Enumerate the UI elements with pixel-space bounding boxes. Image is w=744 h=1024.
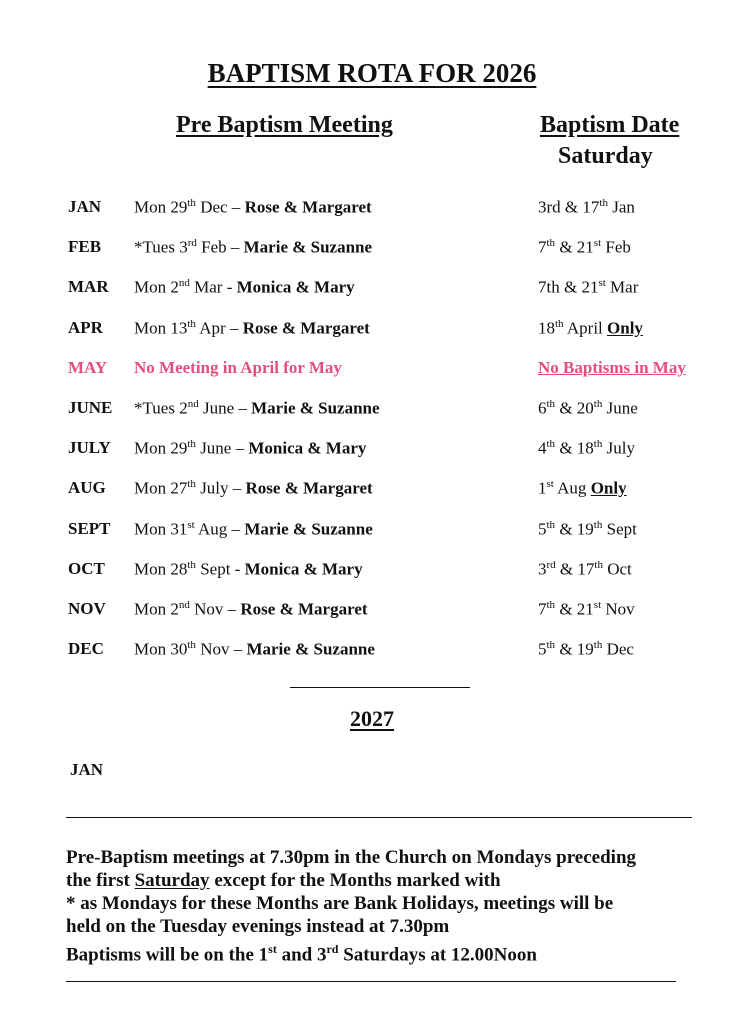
- baptism-date: [538, 197, 635, 218]
- date-ordinal: th: [593, 398, 603, 410]
- rota-row: [0, 478, 744, 504]
- date-part: & 21: [555, 237, 594, 257]
- meeting-day: Mon 27: [134, 478, 188, 498]
- meeting-details: [134, 559, 363, 580]
- meeting-details: [134, 277, 355, 298]
- month-label: NOV: [68, 599, 106, 618]
- team-names: Rose & Margaret: [245, 478, 373, 498]
- baptism-date: [538, 318, 643, 339]
- meeting-details: [134, 197, 372, 218]
- date-ordinal: th: [555, 318, 564, 330]
- meeting-ordinal: th: [187, 639, 196, 651]
- date-part: Sept: [602, 519, 637, 539]
- date-part: Dec: [602, 639, 634, 659]
- date-part: & 21: [555, 599, 594, 619]
- month-label: SEPT: [68, 519, 111, 538]
- pre-baptism-meeting-header: Pre Baptism Meeting: [176, 112, 393, 138]
- date-part: 6: [538, 398, 547, 418]
- date-part: & 18: [555, 438, 594, 458]
- only-label: Only: [607, 318, 643, 338]
- date-part: Feb: [601, 237, 631, 257]
- date-part: & 17: [555, 559, 595, 579]
- rota-row: [0, 237, 744, 263]
- next-year-heading: 2027: [350, 706, 394, 731]
- baptism-date-header: Baptism Date: [540, 112, 680, 138]
- rota-row: [0, 197, 744, 223]
- meeting-ordinal: th: [187, 559, 196, 571]
- date-part: 7: [538, 237, 547, 257]
- baptism-date: [538, 478, 627, 499]
- date-ordinal: th: [546, 438, 556, 450]
- meeting-month: June –: [198, 398, 252, 418]
- rota-row: [0, 318, 744, 344]
- date-part: 4: [538, 438, 547, 458]
- date-ordinal: th: [546, 237, 556, 249]
- meeting-day: Mon 13: [134, 318, 188, 338]
- meeting-ordinal: st: [187, 519, 195, 531]
- date-ordinal: th: [546, 599, 556, 611]
- meeting-day: Mon 2: [134, 277, 179, 297]
- rota-row: [0, 559, 744, 585]
- team-names: Marie & Suzanne: [244, 519, 373, 539]
- date-ordinal: th: [593, 519, 603, 531]
- rota-row: [0, 358, 744, 384]
- rota-row: [0, 599, 744, 625]
- date-part: July: [602, 438, 635, 458]
- month-label: MAY: [68, 358, 108, 377]
- date-part: Mar: [605, 277, 639, 297]
- date-part: 1: [538, 478, 547, 498]
- meeting-details: [134, 599, 368, 620]
- meeting-details: [134, 478, 373, 499]
- month-label: JULY: [68, 438, 111, 457]
- notes-line: Pre-Baptism meetings at 7.30pm in the Church on Mondays preceding: [66, 847, 637, 868]
- meeting-details: [134, 519, 373, 540]
- date-ordinal: st: [593, 599, 602, 611]
- date-part: 18: [538, 318, 555, 338]
- team-names: Monica & Mary: [248, 438, 367, 458]
- baptism-date: [538, 599, 635, 620]
- rota-row: [0, 519, 744, 545]
- month-label: OCT: [68, 559, 105, 578]
- month-label: JUNE: [68, 398, 113, 417]
- baptism-date: [538, 237, 631, 258]
- team-names: Rose & Margaret: [244, 197, 372, 217]
- month-label: APR: [68, 318, 103, 337]
- team-names: Marie & Suzanne: [243, 237, 373, 257]
- date-ordinal: th: [599, 197, 608, 209]
- date-ordinal: st: [598, 277, 606, 289]
- meeting-month: Nov –: [189, 599, 241, 619]
- baptism-date: [538, 519, 637, 540]
- meeting-day: *Tues 2: [134, 398, 188, 418]
- rota-row: [0, 438, 744, 464]
- month-label: DEC: [68, 639, 104, 658]
- date-part: 3rd & 17: [538, 197, 600, 217]
- month-label: FEB: [68, 237, 102, 256]
- date-part: 7th & 21: [538, 277, 599, 297]
- baptism-date: [538, 277, 638, 298]
- meeting-month: Dec –: [195, 197, 245, 217]
- meeting-month: Apr –: [195, 318, 243, 338]
- meeting-month: Nov –: [195, 639, 247, 659]
- date-ordinal: rd: [546, 559, 556, 571]
- meeting-month: July –: [195, 478, 246, 498]
- date-part: & 19: [555, 639, 594, 659]
- date-part: 5: [538, 519, 547, 539]
- next-year-month-label: JAN: [70, 760, 104, 779]
- rota-row: [0, 398, 744, 424]
- meeting-month: Mar -: [189, 277, 237, 297]
- rota-row: [0, 277, 744, 303]
- meeting-ordinal: nd: [178, 277, 190, 289]
- meeting-details: [134, 237, 372, 258]
- meeting-month: Feb –: [196, 237, 244, 257]
- date-ordinal: th: [594, 559, 603, 571]
- meeting-details: [134, 438, 366, 459]
- section-divider: [290, 687, 470, 688]
- meeting-day: Mon 2: [134, 599, 179, 619]
- date-ordinal: st: [546, 478, 554, 490]
- notes-bottom-rule: [66, 981, 676, 982]
- date-ordinal: th: [593, 438, 603, 450]
- date-part: Jan: [607, 197, 635, 217]
- date-ordinal: th: [546, 639, 556, 651]
- date-part: Nov: [601, 599, 635, 619]
- meeting-day: Mon 30: [134, 639, 188, 659]
- meeting-details: [134, 318, 370, 339]
- month-label: MAR: [68, 277, 109, 296]
- meeting-day: Mon 28: [134, 559, 188, 579]
- month-label: AUG: [68, 478, 106, 497]
- date-part: April: [563, 318, 608, 338]
- team-names: Rose & Margaret: [242, 318, 370, 338]
- team-names: Rose & Margaret: [240, 599, 368, 619]
- notes-line: Baptisms will be on the 1st and 3rd Saturdays at 12.00Noon: [66, 942, 537, 966]
- page-title: BAPTISM ROTA FOR 2026: [207, 58, 537, 88]
- team-names: Monica & Mary: [236, 277, 355, 297]
- notes-line: held on the Tuesday evenings instead at 7.30pm: [66, 916, 450, 937]
- meeting-day: Mon 29: [134, 197, 188, 217]
- date-part: 3: [538, 559, 547, 579]
- meeting-ordinal: th: [187, 438, 196, 450]
- date-part: Oct: [602, 559, 632, 579]
- date-part: June: [602, 398, 638, 418]
- saturday-header: Saturday: [558, 143, 653, 169]
- meeting-ordinal: th: [187, 318, 196, 330]
- date-part: & 19: [555, 519, 594, 539]
- baptism-date: No Baptisms in May: [538, 358, 686, 377]
- meeting-month: June –: [195, 438, 249, 458]
- meeting-details: No Meeting in April for May: [134, 358, 342, 377]
- date-part: 7: [538, 599, 547, 619]
- meeting-ordinal: nd: [178, 599, 190, 611]
- meeting-month: Aug –: [194, 519, 245, 539]
- team-names: Marie & Suzanne: [246, 639, 375, 659]
- meeting-details: [134, 398, 380, 419]
- baptism-date: [538, 559, 632, 580]
- meeting-ordinal: rd: [187, 237, 197, 249]
- rota-row: [0, 639, 744, 665]
- meeting-ordinal: nd: [187, 398, 199, 410]
- notes-block: [66, 846, 636, 966]
- date-part: 5: [538, 639, 547, 659]
- meeting-ordinal: th: [187, 197, 196, 209]
- meeting-day: Mon 31: [134, 519, 188, 539]
- notes-top-rule: [66, 817, 692, 818]
- meeting-details: [134, 639, 375, 660]
- date-ordinal: th: [546, 398, 556, 410]
- date-ordinal: st: [593, 237, 602, 249]
- notes-line: the first Saturday except for the Months marked with: [66, 870, 501, 891]
- team-names: Marie & Suzanne: [251, 398, 380, 418]
- date-part: & 20: [555, 398, 594, 418]
- meeting-month: Sept -: [195, 559, 245, 579]
- baptism-date: [538, 639, 634, 660]
- meeting-ordinal: th: [187, 478, 196, 490]
- only-label: Only: [590, 478, 627, 498]
- meeting-day: *Tues 3: [134, 237, 188, 257]
- date-ordinal: th: [593, 639, 603, 651]
- month-label: JAN: [68, 197, 102, 216]
- team-names: Monica & Mary: [244, 559, 363, 579]
- baptism-date: [538, 398, 638, 419]
- meeting-day: Mon 29: [134, 438, 188, 458]
- baptism-date: [538, 438, 635, 459]
- notes-line: * as Mondays for these Months are Bank Holidays, meetings will be: [66, 893, 614, 914]
- date-part: Aug: [553, 478, 591, 498]
- date-ordinal: th: [546, 519, 556, 531]
